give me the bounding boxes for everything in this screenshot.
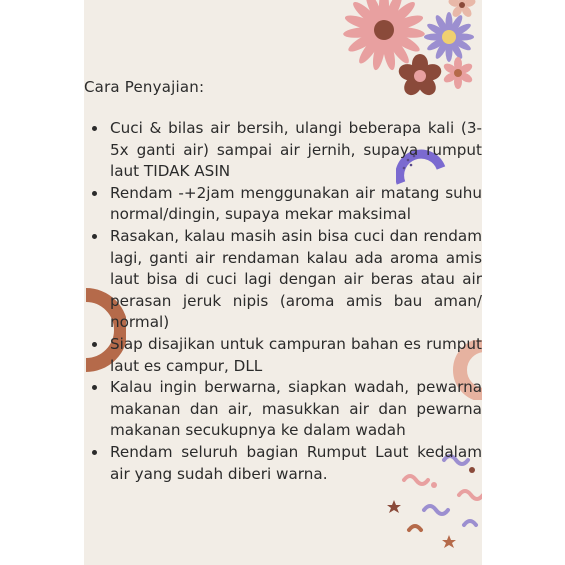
instruction-list — [88, 118, 482, 485]
section-heading: Cara Penyajian: — [84, 78, 205, 96]
recipe-card — [84, 0, 482, 565]
list-item: Rasakan, kalau masih asin bisa cuci dan rendam lagi, ganti air rendaman kalau ada aroma amis laut bisa di cuci lagi dengan air beras atau air perasan jeruk nipis (aroma amis bau aman/ normal) — [88, 226, 482, 334]
list-item: Kalau ingin berwarna, siapkan wadah, pewarna makanan dan air, masukkan air dan pewarna makanan secukupnya ke dalam wadah — [88, 377, 482, 442]
list-item: Rendam -+2jam menggunakan air matang suhu normal/dingin, supaya mekar maksimal — [88, 183, 482, 226]
flower-cluster-icon — [334, 0, 482, 105]
list-item: Cuci & bilas air bersih, ulangi beberapa kali (3-5x ganti air) sampai air jernih, supaya rumput laut TIDAK ASIN — [88, 118, 482, 183]
list-item: Rendam seluruh bagian Rumput Laut kedalam air yang sudah diberi warna. — [88, 442, 482, 485]
list-item: Siap disajikan untuk campuran bahan es rumput laut es campur, DLL — [88, 334, 482, 377]
